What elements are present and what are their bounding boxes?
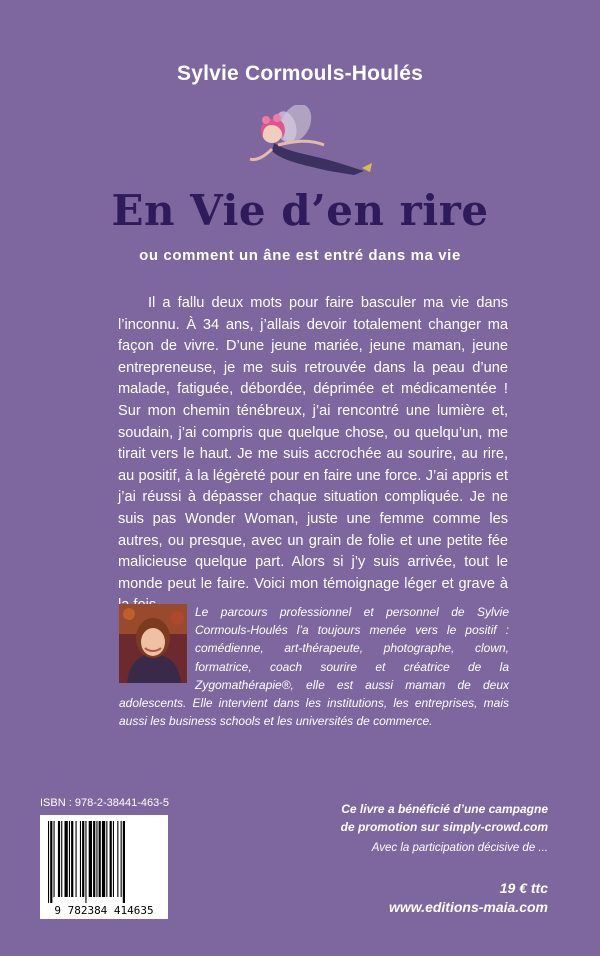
barcode-bar [65,821,68,897]
barcode-number: 9 782384 414635 [54,904,154,917]
promo-line-2: de promotion sur simply-crowd.com [340,820,548,834]
barcode-bar [69,821,70,897]
book-subtitle: ou comment un âne est entré dans ma vie [139,247,461,264]
author-name: Sylvie Cormouls-Houlés [177,62,423,85]
promo-text [288,800,548,836]
barcode-bar [61,821,62,897]
barcode-bar [117,821,118,897]
barcode-bar [89,821,92,897]
barcode-bar [76,821,77,897]
barcode-bar [110,821,112,897]
barcode-bar [80,821,81,897]
price: 19 € ttc [499,880,548,896]
back-cover-blurb: Il a fallu deux mots pour faire basculer ma vie dans l’inconnu. À 34 ans, j’allais devoir totalement changer ma façon de vivre. D’une jeune mariée, jeune maman, jeune entrepreneuse, je me suis retrouvée dans la peau d’une malade, fatiguée, débordée, déprimée et médicamentée ! Sur mon chemin ténébreux, j’ai rencontré une lumière et, soudain, j’ai compris que quelque chose, ou quelqu’un, me tirait vers le haut. Je me suis accrochée au sourire, au rire, au positif, à la légèreté pour en faire une force. J’ai appris et j’ai réussi à dépasser chaque situation compliquée. Je ne suis pas Wonder Woman, juste une femme comme les autres, ou presque, avec un grain de folie et une petite fée malicieuse quelque part. Alors si j’y suis arrivée, tout le monde peut le faire. Voici mon témoignage léger et grave à [118,295,508,592]
barcode-bar [85,821,86,903]
barcode-bar [102,821,105,897]
barcode-bar [93,821,95,897]
isbn: ISBN : 978-2-38441-463-5 [40,797,170,809]
author-bio-text: Le parcours professionnel et personnel de Sylvie Cormouls-Houlés l’a toujours menée vers le positif : comédienne, art-thérapeute, photographe, clown, formatrice, coach sourire et créatrice de la Zygomathérapie®, elle est aussi maman de deux adolescents. Elle intervient dans les institutions, les entreprises, mais aussi les business schools et les universités de commerce. [119,605,509,729]
participation-text: Avec la participation décisive de ... [371,842,548,854]
author-bio [119,603,509,730]
barcode [40,815,168,919]
promo-line-1: Ce livre a bénéficié d’une campagne [341,802,548,816]
barcode-bar [99,821,101,897]
fairy-illustration [244,105,379,183]
barcode-bar [106,821,107,897]
barcode-bar [96,821,97,897]
barcode-bar [71,821,73,897]
barcode-bar [123,821,125,903]
barcode-bar [48,821,49,903]
book-title: En Vie d’en rire [111,186,489,235]
barcode-bar [82,821,84,897]
barcode-bar [50,821,52,903]
barcode-bar [113,821,114,897]
barcode-bar [121,821,122,897]
barcode-bar [58,821,60,897]
publisher-website: www.editions-maia.com [389,899,548,915]
barcode-bar [54,821,55,897]
